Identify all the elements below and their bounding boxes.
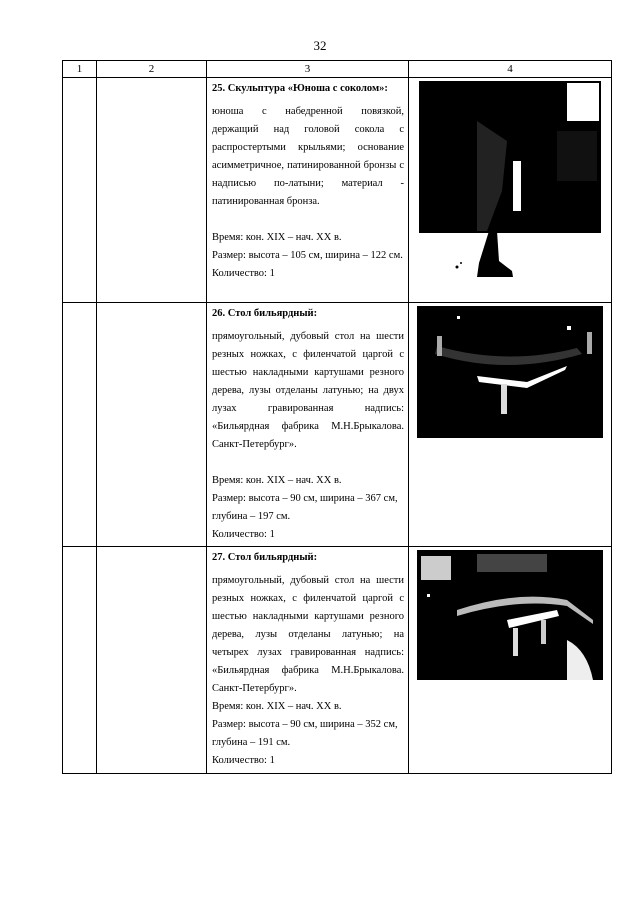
column-header: 3 bbox=[207, 61, 409, 78]
column-header: 1 bbox=[63, 61, 97, 78]
cell-blank bbox=[97, 78, 207, 303]
cell-number bbox=[63, 547, 97, 774]
item-description: прямоугольный, дубовый стол на шести резных ножках, с филенчатой царгой с шестью накладными картушами резного дерева, лузы отделаны латунью; на двух лузах гравированная надпись: «Бильярдная фабрика М.Н.Брыкалова. Санкт-Петербург». bbox=[212, 331, 404, 450]
item-time: Время: кон. XIX – нач. XX в. bbox=[212, 475, 342, 486]
item-count: Количество: 1 bbox=[212, 268, 275, 279]
item-description: юноша с набедренной повязкой, держащий над головой сокола с распростертыми крыльями; основание асимметричное, патинированной бронзы с надписью по-латыни; материал - патинированная бронза. bbox=[212, 106, 404, 207]
item-title: 27. Стол бильярдный: bbox=[212, 552, 318, 563]
cell-photo bbox=[409, 303, 612, 547]
billiard-table-photo bbox=[417, 306, 603, 438]
cell-description bbox=[207, 303, 409, 547]
table-header-row bbox=[63, 61, 612, 78]
item-count: Количество: 1 bbox=[212, 755, 275, 766]
item-title: 25. Скульптура «Юноша с соколом»: bbox=[212, 83, 388, 94]
column-header: 4 bbox=[409, 61, 612, 78]
table-row bbox=[63, 303, 612, 547]
table-row bbox=[63, 78, 612, 303]
cell-photo bbox=[409, 78, 612, 303]
item-size: Размер: высота – 105 см, ширина – 122 см. bbox=[212, 250, 403, 261]
item-size: Размер: высота – 90 см, ширина – 367 см, глубина – 197 см. bbox=[212, 493, 398, 522]
item-count: Количество: 1 bbox=[212, 529, 275, 540]
cell-blank bbox=[97, 303, 207, 547]
item-size: Размер: высота – 90 см, ширина – 352 см, глубина – 191 см. bbox=[212, 719, 398, 748]
billiard-table-photo bbox=[417, 550, 603, 680]
item-title: 26. Стол бильярдный: bbox=[212, 308, 318, 319]
cell-blank bbox=[97, 547, 207, 774]
item-description: прямоугольный, дубовый стол на шести резных ножках, с филенчатой царгой с шестью накладными картушами резного дерева, лузы отделаны латунью; на четырех лузах гравированная надпись: «Бильярдная фабрика М.Н.Брыкалова. Санкт-Петербург». bbox=[212, 575, 404, 694]
page-number: 32 bbox=[313, 38, 327, 53]
item-time: Время: кон. XIX – нач. XX в. bbox=[212, 701, 342, 712]
cell-number bbox=[63, 78, 97, 303]
column-header: 2 bbox=[97, 61, 207, 78]
cell-description bbox=[207, 78, 409, 303]
cell-number bbox=[63, 303, 97, 547]
cell-photo bbox=[409, 547, 612, 774]
item-time: Время: кон. XIX – нач. XX в. bbox=[212, 232, 342, 243]
inventory-table bbox=[62, 60, 612, 774]
table-row bbox=[63, 547, 612, 774]
sculpture-photo bbox=[417, 81, 603, 301]
cell-description bbox=[207, 547, 409, 774]
